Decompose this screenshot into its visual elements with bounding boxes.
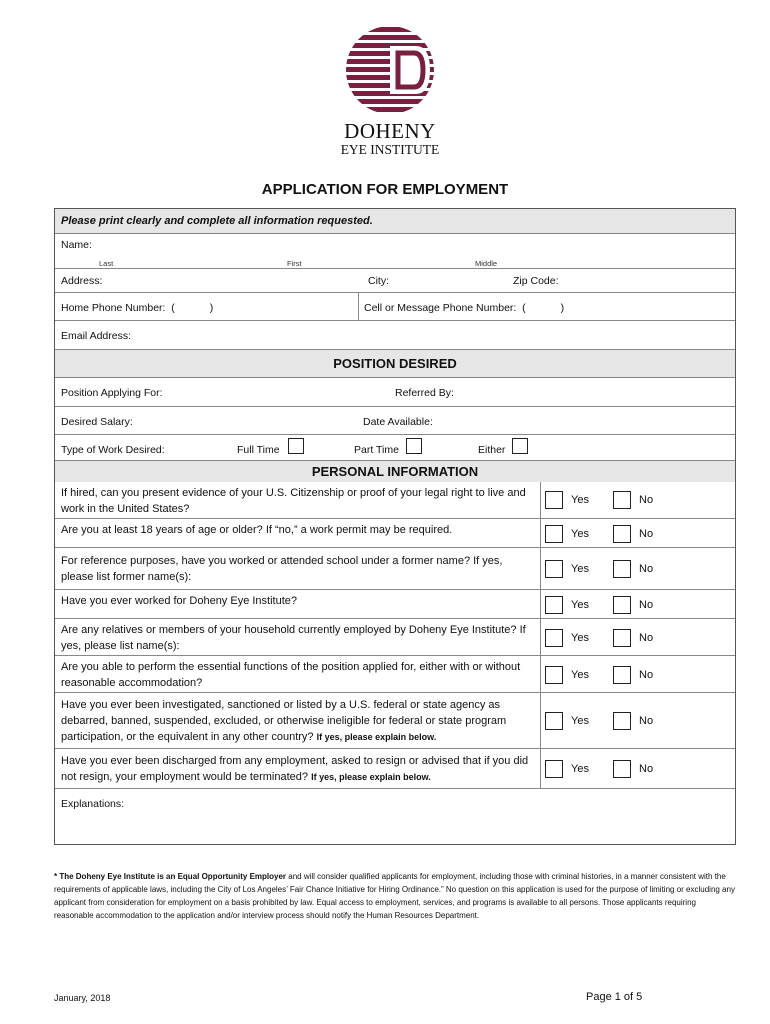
yes-label: Yes — [571, 715, 589, 727]
question-row — [55, 748, 735, 788]
yes-checkbox[interactable] — [545, 525, 563, 543]
position-desired-heading: POSITION DESIRED — [55, 349, 735, 377]
part-time-checkbox[interactable] — [406, 438, 422, 454]
no-checkbox[interactable] — [613, 596, 631, 614]
question-row — [55, 618, 735, 655]
either-checkbox[interactable] — [512, 438, 528, 454]
yes-option[interactable] — [545, 560, 589, 578]
no-label: No — [639, 669, 654, 681]
yes-label: Yes — [571, 669, 589, 681]
question-text: Have you ever been discharged from any employment, asked to resign or advised that if you did not resign, your employment would be terminated? If yes, please explain below. — [61, 755, 529, 783]
yes-checkbox[interactable] — [545, 629, 563, 647]
address-row[interactable] — [55, 268, 735, 292]
page-title: APPLICATION FOR EMPLOYMENT — [261, 181, 509, 198]
yes-option[interactable] — [545, 712, 589, 730]
yes-checkbox[interactable] — [545, 712, 563, 730]
no-label: No — [639, 563, 654, 575]
eeo-statement — [54, 870, 736, 922]
position-applying-label: Position Applying For: — [61, 387, 163, 399]
referred-by-label: Referred By: — [395, 387, 454, 399]
yes-checkbox[interactable] — [545, 760, 563, 778]
either-label: Either — [478, 444, 506, 456]
yes-checkbox[interactable] — [545, 491, 563, 509]
zip-label: Zip Code: — [513, 275, 559, 287]
email-row[interactable] — [55, 320, 735, 349]
first-label: First — [287, 259, 302, 268]
yes-checkbox[interactable] — [545, 596, 563, 614]
org-subtitle: EYE INSTITUTE — [340, 142, 440, 157]
position-row[interactable] — [55, 377, 735, 406]
question-row — [55, 482, 735, 518]
date-available-label: Date Available: — [363, 416, 433, 428]
city-label: City: — [368, 275, 389, 287]
no-option[interactable] — [613, 525, 653, 543]
work-type-row — [55, 434, 735, 460]
page-number: Page 1 of 5 — [586, 991, 643, 1003]
yes-checkbox[interactable] — [545, 560, 563, 578]
full-time-checkbox[interactable] — [288, 438, 304, 454]
question-text: If hired, can you present evidence of your U.S. Citizenship or proof of your legal right to live and work in the United States? — [61, 487, 526, 515]
no-label: No — [639, 599, 654, 611]
no-option[interactable] — [613, 491, 653, 509]
no-option[interactable] — [613, 666, 653, 684]
no-option[interactable] — [613, 560, 653, 578]
yes-option[interactable] — [545, 666, 589, 684]
question-row — [55, 692, 735, 748]
question-row — [55, 589, 735, 618]
no-checkbox[interactable] — [613, 560, 631, 578]
question-row — [55, 655, 735, 692]
yes-option[interactable] — [545, 629, 589, 647]
yes-label: Yes — [571, 528, 589, 540]
question-text: Are any relatives or members of your household currently employed by Doheny Eye Institute? If yes, please list name(s): — [61, 624, 526, 652]
eeo-statement-text: and will consider qualified applicants for employment, including those with criminal histories, in a manner consistent with the requirements of applicable laws, including the City of Los Angeles’ Fair Chance Initiative for Hiring Ordinance.” No question on this application is used for the purpose of limiting or excluding any applicant from consideration for employment on a basis prohibited by law. Equal access to employment, services, and programs is available to all persons. Those applicants requiring reasonable accommodation to the application and/or interview process should notify the Human Resources Department. — [54, 872, 735, 920]
email-label: Email Address: — [61, 330, 132, 342]
address-label: Address: — [61, 275, 103, 287]
question-row — [55, 518, 735, 547]
no-label: No — [639, 494, 654, 506]
question-note: If yes, please explain below. — [311, 772, 431, 782]
explanations-label: Explanations: — [61, 798, 125, 810]
logo-stripe — [344, 107, 436, 112]
question-row — [55, 547, 735, 589]
full-time-label: Full Time — [237, 444, 280, 456]
explanations-row[interactable] — [55, 788, 735, 844]
no-label: No — [639, 528, 654, 540]
no-option[interactable] — [613, 596, 653, 614]
no-checkbox[interactable] — [613, 629, 631, 647]
question-text: For reference purposes, have you worked or attended school under a former name? If yes, please list former name(s): — [61, 555, 503, 583]
application-form — [54, 208, 736, 845]
doheny-d-logo — [344, 26, 436, 114]
no-checkbox[interactable] — [613, 760, 631, 778]
org-name: DOHENY — [344, 119, 436, 143]
work-type-label: Type of Work Desired: — [61, 444, 165, 456]
salary-row[interactable] — [55, 406, 735, 434]
question-text: Are you able to perform the essential functions of the position applied for, either with or without reasonable accommodation? — [61, 661, 521, 689]
no-checkbox[interactable] — [613, 666, 631, 684]
personal-info-heading: PERSONAL INFORMATION — [55, 460, 735, 482]
logo-stripe — [344, 99, 436, 104]
no-label: No — [639, 763, 654, 775]
eeo-statement-bold: * The Doheny Eye Institute is an Equal Opportunity Employer — [54, 872, 287, 881]
yes-option[interactable] — [545, 760, 589, 778]
yes-label: Yes — [571, 599, 589, 611]
question-note: If yes, please explain below. — [316, 732, 437, 742]
phone-row[interactable] — [55, 292, 735, 320]
question-text: Are you at least 18 years of age or older? If “no,” a work permit may be required. — [61, 524, 453, 536]
no-option[interactable] — [613, 712, 653, 730]
yes-label: Yes — [571, 494, 589, 506]
name-label: Name: — [61, 239, 92, 251]
logo-stripe — [344, 35, 436, 40]
no-checkbox[interactable] — [613, 712, 631, 730]
logo-stripe — [344, 27, 436, 32]
home-phone-label: Home Phone Number: ( ) — [61, 302, 214, 314]
no-checkbox[interactable] — [613, 491, 631, 509]
last-label: Last — [99, 259, 114, 268]
part-time-label: Part Time — [354, 444, 399, 456]
yes-option[interactable] — [545, 525, 589, 543]
name-row[interactable] — [55, 233, 735, 268]
yes-label: Yes — [571, 563, 589, 575]
yes-checkbox[interactable] — [545, 666, 563, 684]
middle-label: Middle — [475, 259, 498, 268]
yes-label: Yes — [571, 763, 589, 775]
no-label: No — [639, 715, 654, 727]
yes-option[interactable] — [545, 491, 589, 509]
no-label: No — [639, 632, 654, 644]
revision-date: January, 2018 — [54, 993, 111, 1003]
question-text: Have you ever worked for Doheny Eye Institute? — [61, 595, 298, 607]
yes-option[interactable] — [545, 596, 589, 614]
question-text: Have you ever been investigated, sanctioned or listed by a U.S. federal or state agency as debarred, banned, suspended, excluded, or otherwise ineligible for federal or state program participation, or the equivalent in any other country? If yes, please explain below. — [61, 699, 507, 743]
desired-salary-label: Desired Salary: — [61, 416, 133, 428]
no-option[interactable] — [613, 760, 653, 778]
no-option[interactable] — [613, 629, 653, 647]
cell-phone-label: Cell or Message Phone Number: ( ) — [364, 302, 565, 314]
no-checkbox[interactable] — [613, 525, 631, 543]
instructions: Please print clearly and complete all information requested. — [55, 209, 735, 233]
yes-label: Yes — [571, 632, 589, 644]
